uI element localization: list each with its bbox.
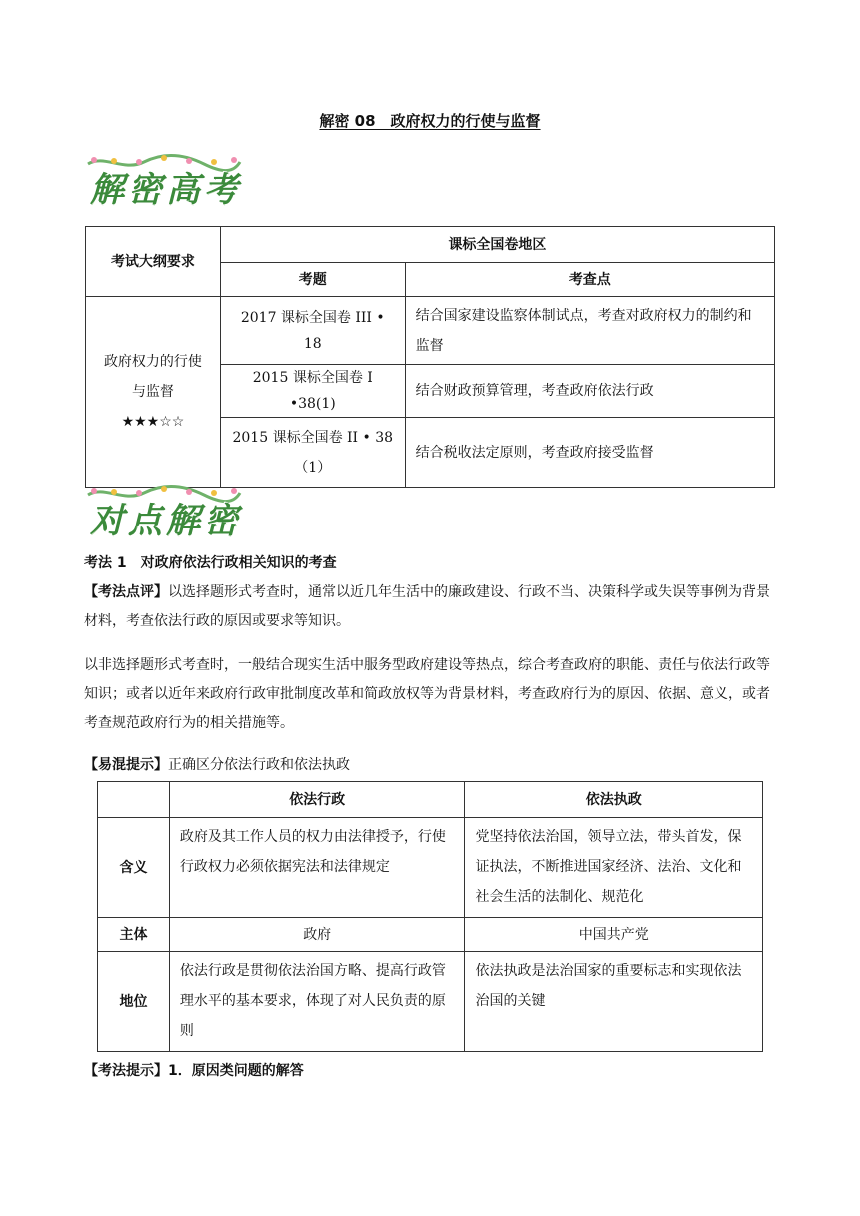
row-label: 主体 (98, 918, 170, 952)
comparison-table (97, 781, 763, 1052)
banner-point-decoding (84, 483, 244, 543)
requirement-cell (86, 297, 221, 488)
question-cell: 2017 课标全国卷 III • 18 (220, 297, 405, 365)
header-empty (98, 782, 170, 818)
cell-administration: 政府及其工作人员的权力由法律授予，行使行政权力必须依据宪法和法律规定 (169, 818, 465, 918)
exam-outline-table (85, 226, 775, 488)
row-label: 含义 (98, 818, 170, 918)
confusion-tip (84, 751, 774, 780)
tip-tag: 【考法提示】 (84, 1063, 168, 1079)
point-cell: 结合税收法定原则，考查政府接受监督 (405, 418, 774, 488)
cell-governance: 中国共产党 (465, 918, 763, 952)
header-region: 课标全国卷地区 (220, 227, 774, 263)
question-cell: 2015 课标全国卷 II • 38（1） (220, 418, 405, 488)
banner-text: 解密高考 (90, 170, 242, 210)
confusion-text: 正确区分依法行政和依法执政 (168, 757, 350, 773)
cell-administration: 依法行政是贯彻依法治国方略、提高行政管理水平的基本要求，体现了对人民负责的原则 (169, 952, 465, 1052)
banner-text: 对点解密 (90, 501, 242, 541)
comment-text: 以选择题形式考查时，通常以近几年生活中的廉政建设、行政不当、决策科学或失误等事例为背景材料，考查依法行政的原因或要求等知识。 (84, 584, 770, 629)
point-cell: 结合财政预算管理，考查政府依法行政 (405, 365, 774, 418)
star-rating: ★★★☆☆ (121, 414, 185, 430)
method-tip (84, 1057, 774, 1086)
cell-administration: 政府 (169, 918, 465, 952)
row-label: 地位 (98, 952, 170, 1052)
header-requirement: 考试大纲要求 (86, 227, 221, 297)
method-heading: 考法 1 对政府依法行政相关知识的考查 (84, 555, 337, 571)
requirement-line: 与监督 (131, 384, 174, 400)
requirement-line: 政府权力的行使 (103, 354, 202, 370)
question-cell: 2015 课标全国卷 I •38(1) (220, 365, 405, 418)
page-title: 解密 08 政府权力的行使与监督 (319, 112, 541, 130)
confusion-tag: 【易混提示】 (84, 757, 168, 773)
comment-tag: 【考法点评】 (84, 584, 168, 600)
cell-governance: 依法执政是法治国家的重要标志和实现依法治国的关键 (465, 952, 763, 1052)
header-question: 考题 (220, 263, 405, 297)
method-comment (84, 578, 774, 636)
cell-governance: 党坚持依法治国，领导立法，带头首发，保证执法，不断推进国家经济、法治、文化和社会生活的法制化、规范化 (465, 818, 763, 918)
banner-decoding-exam (84, 152, 244, 212)
header-point: 考查点 (405, 263, 774, 297)
method-paragraph: 以非选择题形式考查时，一般结合现实生活中服务型政府建设等热点，综合考查政府的职能、责任与依法行政等知识；或者以近年来政府行政审批制度改革和简政放权等为背景材料，考查政府行为的原因、依据、意义，或者考查规范政府行为的相关措施等。 (84, 657, 770, 731)
header-administration: 依法行政 (169, 782, 465, 818)
point-cell: 结合国家建设监察体制试点，考查对政府权力的制约和监督 (405, 297, 774, 365)
header-governance: 依法执政 (465, 782, 763, 818)
tip-text: 1．原因类问题的解答 (168, 1063, 304, 1079)
